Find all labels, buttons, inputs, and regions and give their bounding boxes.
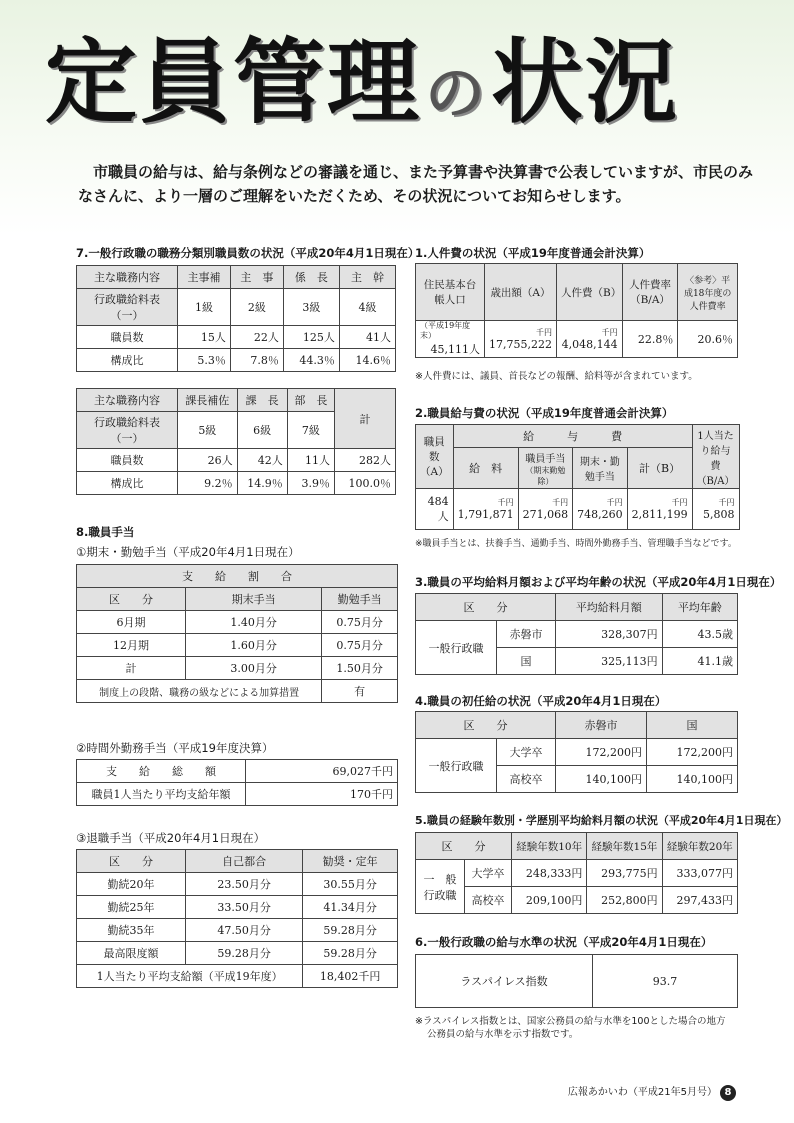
table-row: 勤続20年 23.50月分 30.55月分	[77, 873, 398, 896]
staff-grade-table-1: 主な職務内容 主事補 主 事 係 長 主 幹 行政職給料表（一） 1級 2級 3級 4級 職員数 15人 22人 125人 41人 構成比 5.3％ 7.8％ 44.3％ 14.6％	[76, 265, 396, 372]
table-row: 12月期 1.60月分 0.75月分	[77, 634, 398, 657]
section-8b-title: ②時間外勤務手当（平成19年度決算）	[76, 741, 274, 755]
table-row: 一般行政職 赤磐市 328,307円 43.5歳	[416, 621, 738, 648]
table-row: 高校卒 140,100円 140,100円	[416, 766, 738, 793]
table-row: 計 3.00月分 1.50月分	[77, 657, 398, 680]
page-title: 定員管理の状況	[45, 29, 680, 136]
section-8a-title: ①期末・勤勉手当（平成20年4月1日現在）	[76, 545, 300, 559]
section-2-note: ※職員手当とは、扶養手当、通勤手当、時間外勤務手当、管理職手当などです。	[415, 539, 737, 549]
overtime-table	[76, 759, 398, 806]
section-6-note: ※ラスパイレス指数とは、国家公務員の給与水準を100とした場合の地方 公務員の給与水準を示す指数です。	[415, 1016, 726, 1040]
retirement-table: 区 分 自己都合 勧奨・定年 勤続20年 23.50月分 30.55月分 勤続25年 33.50月分 41.34月分 勤続35年 47.50月分 59.28月分 最高限度額 59.28月分 59.28月分 1人当たり平均支給額（平成19年度） 18,402千円	[76, 849, 398, 988]
average-salary-table: 区 分 平均給料月額 平均年齢 一般行政職 赤磐市 328,307円 43.5歳 国 325,113円 41.1歳	[415, 593, 738, 675]
table-row: 勤続25年 33.50月分 41.34月分	[77, 896, 398, 919]
section-8-title: 8.職員手当	[76, 525, 135, 539]
table-row: 支 給 総 額 69,027千円	[77, 760, 398, 783]
table-row: 職員数 15人 22人 125人 41人	[77, 326, 396, 349]
experience-salary-table: 区 分 経験年数10年 経験年数15年 経験年数20年 一 般行政職 大学卒 248,333円 293,775円 333,077円 高校卒 209,100円 252,800円 297,433円	[415, 832, 738, 914]
table-row: 高校卒 209,100円 252,800円 297,433円	[416, 887, 738, 914]
table-row: 最高限度額 59.28月分 59.28月分	[77, 942, 398, 965]
section-3-title: 3.職員の平均給料月額および平均年齢の状況（平成20年4月1日現在）	[415, 575, 782, 589]
salary-cost-table: 職員数（A） 給 与 費 1人当たり給与費（B/A） 給 料 職員手当 （期末勤勉除） 期末・勤勉手当 計（B） 484人 千円 1,791,871 千円 271,068 千円 748,260 千円 2,811,199 千円 5,808	[415, 424, 740, 530]
table-row: 一般行政職 大学卒 172,200円 172,200円	[416, 739, 738, 766]
intro-text: 市職員の給与は、給与条例などの審議を通じ、また予算書や決算書で公表していますが、市民のみなさんに、より一層のご理解をいただくため、その状況についてお知らせします。	[78, 163, 754, 205]
table-row: 6月期 1.40月分 0.75月分	[77, 611, 398, 634]
table-row: 国 325,113円 41.1歳	[416, 648, 738, 675]
starting-salary-table: 区 分 赤磐市 国 一般行政職 大学卒 172,200円 172,200円 高校卒 140,100円 140,100円	[415, 711, 738, 793]
table-row: 勤続35年 47.50月分 59.28月分	[77, 919, 398, 942]
table-row: 構成比 5.3％ 7.8％ 44.3％ 14.6％	[77, 349, 396, 372]
table-row: 制度上の段階、職務の級などによる加算措置 有	[77, 680, 398, 703]
section-8c-title: ③退職手当（平成20年4月1日現在）	[76, 831, 266, 845]
footer: 広報あかいわ（平成21年5月号） 8	[568, 1083, 736, 1101]
table-row: 一 般行政職 大学卒 248,333円 293,775円 333,077円	[416, 860, 738, 887]
table-row: 職員1人当たり平均支給年額 170千円	[77, 783, 398, 806]
table-row: （平成19年度末） 45,111人 千円 17,755,222 千円 4,048,144 22.8％ 20.6％	[416, 321, 738, 358]
bonus-table: 支 給 割 合 区 分 期末手当 勤勉手当 6月期 1.40月分 0.75月分 12月期 1.60月分 0.75月分 計 3.00月分 1.50月分 制度上の段階、職務の級などによる加算措置 有	[76, 564, 398, 703]
table-row: 1人当たり平均支給額（平成19年度） 18,402千円	[77, 965, 398, 988]
table-row: 職員数 26人 42人 11人 282人	[77, 449, 396, 472]
section-6-title: 6.一般行政職の給与水準の状況（平成20年4月1日現在）	[415, 935, 713, 949]
page-number: 8	[720, 1085, 736, 1101]
table-row: 484人 千円 1,791,871 千円 271,068 千円 748,260 千円 2,811,199 千円 5,808	[416, 489, 740, 530]
staff-grade-table-2: 主な職務内容 課長補佐 課 長 部 長 計 行政職給料表（一） 5級 6級 7級 職員数 26人 42人 11人 282人 構成比 9.2％ 14.9％ 3.9％ 100.0％	[76, 388, 396, 495]
table-row: 構成比 9.2％ 14.9％ 3.9％ 100.0％	[77, 472, 396, 495]
section-5-title: 5.職員の経験年数別・学歴別平均給料月額の状況（平成20年4月1日現在）	[415, 814, 788, 827]
section-4-title: 4.職員の初任給の状況（平成20年4月1日現在）	[415, 694, 667, 708]
laspeyres-table	[415, 954, 738, 1008]
section-1-title: 1.人件費の状況（平成19年度普通会計決算）	[415, 246, 651, 260]
section-7-title: 7.一般行政職の職務分類別職員数の状況（平成20年4月1日現在）	[76, 246, 420, 260]
personnel-cost-table: 住民基本台帳人口 歳出額（A） 人件費（B） 人件費率（B/A） 〈参考〉平成18年度の人件費率 （平成19年度末） 45,111人 千円 17,755,222 千円 4,048,144 22.8％ 20.6％	[415, 263, 738, 358]
table-row: ラスパイレス指数 93.7	[416, 955, 738, 1008]
section-1-note: ※人件費には、議員、首長などの報酬、給料等が含まれています。	[415, 371, 698, 382]
section-2-title: 2.職員給与費の状況（平成19年度普通会計決算）	[415, 406, 674, 420]
